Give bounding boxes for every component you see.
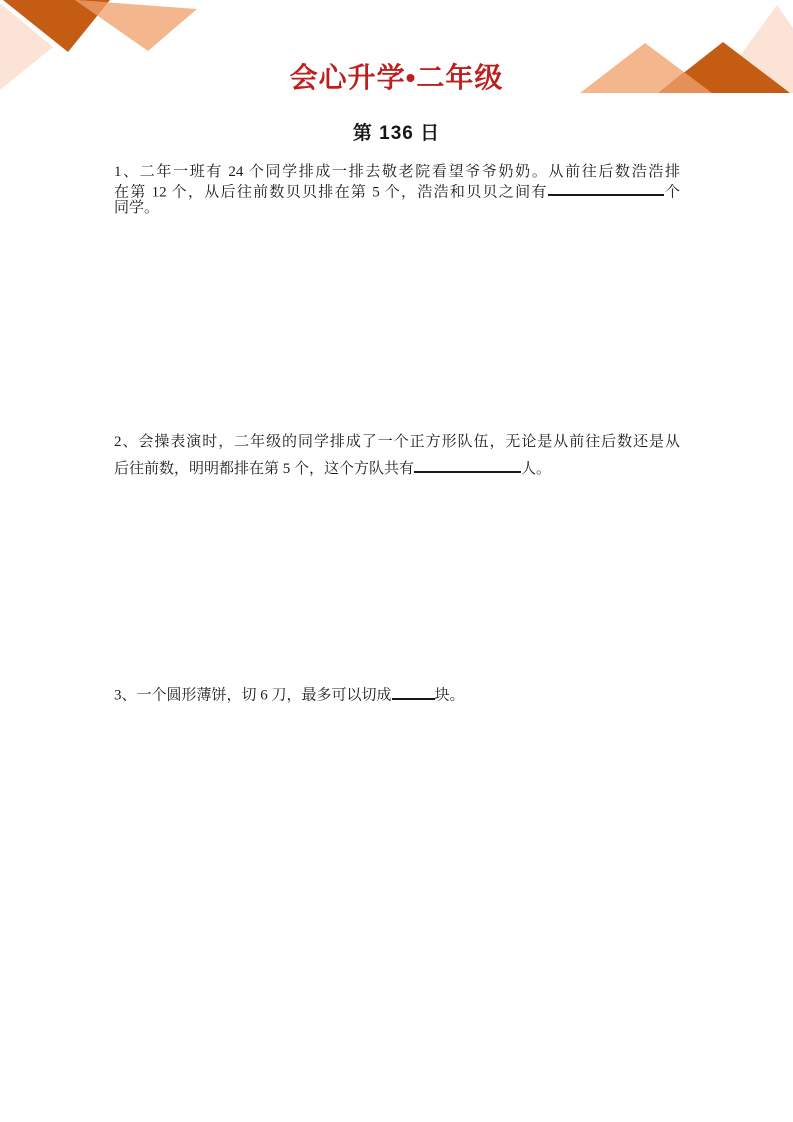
problem-text: 个	[663, 184, 680, 201]
answer-blank	[392, 684, 435, 700]
problem-line	[114, 201, 680, 217]
problem-line	[114, 429, 680, 456]
problem-1	[114, 165, 680, 216]
day-heading: 第 136 日	[352, 123, 441, 144]
problem-line	[114, 165, 680, 181]
problem-text: 在第 12 个，从后往前数贝贝排在第 5 个，浩浩和贝贝之间有	[114, 184, 548, 201]
problem-text: 3、一个圆形薄饼，切 6 刀，最多可以切成	[114, 687, 392, 704]
page-title: 会心升学•二年级	[289, 62, 504, 93]
problem-line	[114, 456, 680, 483]
problem-text: 块。	[434, 687, 465, 704]
answer-blank	[548, 181, 664, 197]
problem-text: 人。	[521, 461, 552, 477]
problem-line	[114, 181, 680, 201]
problem-text: 后往前数，明明都排在第 5 个，这个方队共有	[114, 461, 415, 477]
problem-3	[114, 684, 680, 705]
problem-text: 2、会操表演时，二年级的同学排成了一个正方形队伍，无论是从前往后数还是从	[114, 434, 680, 450]
answer-blank	[414, 458, 521, 474]
problem-text: 同学。	[114, 199, 160, 216]
problem-line	[114, 684, 680, 705]
problem-2	[114, 429, 680, 483]
problem-text: 1、二年一班有 24 个同学排成一排去敬老院看望爷爷奶奶。从前往后数浩浩排	[114, 164, 680, 180]
